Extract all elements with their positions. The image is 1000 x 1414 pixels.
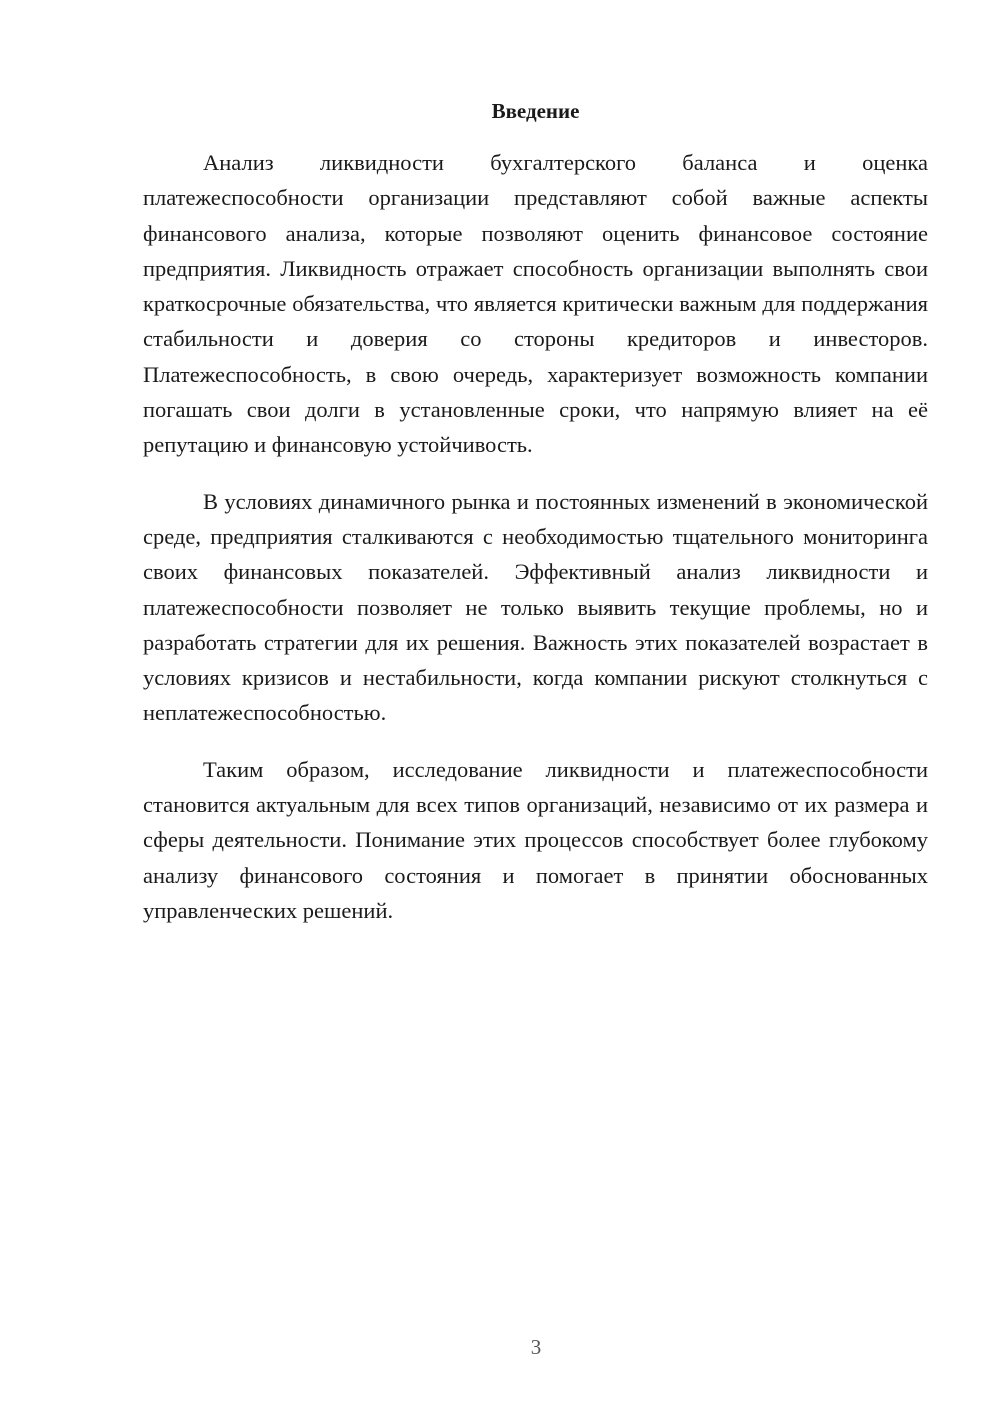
paragraph-2: В условиях динамичного рынка и постоянных изменений в экономической среде, предприятия сталкиваются с необходимостью тщательного мониторинга своих финансовых показателей. Эффективный анализ ликвидности и платежеспособности позволяет не только выявить текущие проблемы, но и разработать стратегии для их решения. Важность этих показателей возрастает в условиях кризисов и нестабильности, когда компании рискуют столкнуться с неплатежеспособностью.	[143, 488, 928, 726]
section-heading: Введение	[491, 99, 580, 123]
paragraph-3: Таким образом, исследование ликвидности и платежеспособности становится актуальным для всех типов организаций, независимо от их размера и сферы деятельности. Понимание этих процессов способствует более глубокому анализу финансового состояния и помогает в принятии обоснованных управленческих решений.	[143, 756, 928, 923]
paragraph-1: Анализ ликвидности бухгалтерского баланса и оценка платежеспособности организации представляют собой важные аспекты финансового анализа, которые позволяют оценить финансовое состояние предприятия. Ликвидность отражает способность организации выполнять свои краткосрочные обязательства, что является критически важным для поддержания стабильности и доверия со стороны кредиторов и инвесторов. Платежеспособность, в свою очередь, характеризует возможность компании погашать свои долги в установленные сроки, что напрямую влияет на её репутацию и финансовую устойчивость.	[143, 150, 928, 458]
page-number: 3	[530, 1335, 542, 1359]
page-content	[143, 95, 928, 928]
